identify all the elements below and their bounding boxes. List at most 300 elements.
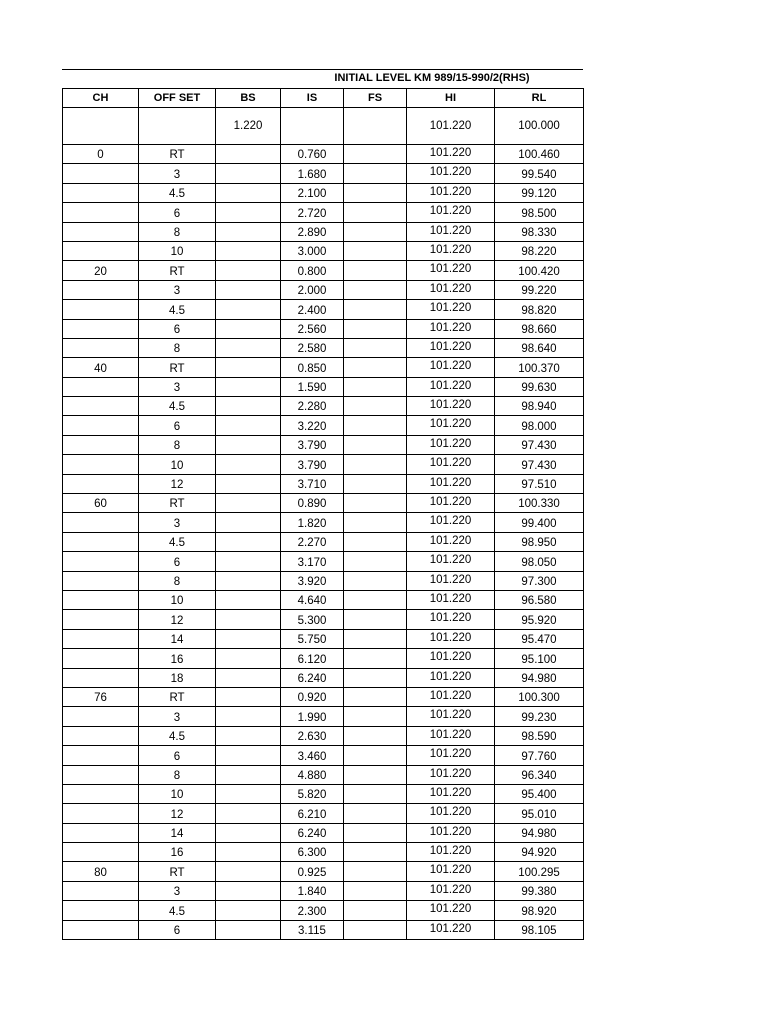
cell-rl: 95.920 — [495, 610, 584, 629]
cell-ch — [63, 338, 139, 357]
cell-offset: 16 — [139, 843, 216, 862]
cell-is: 3.460 — [281, 746, 344, 765]
cell-bs — [216, 455, 281, 474]
cell-is: 1.820 — [281, 513, 344, 532]
table-row — [63, 164, 584, 183]
table-row — [63, 920, 584, 939]
sheet-title: INITIAL LEVEL KM 989/15-990/2(RHS) — [334, 72, 530, 84]
cell-rl: 98.105 — [495, 920, 584, 939]
cell-ch — [63, 746, 139, 765]
cell-rl: 100.330 — [495, 494, 584, 513]
cell-fs — [344, 571, 407, 590]
cell-offset: 3 — [139, 707, 216, 726]
cell-ch — [63, 707, 139, 726]
cell-rl: 98.940 — [495, 397, 584, 416]
cell-ch — [63, 668, 139, 687]
cell-ch — [63, 513, 139, 532]
cell-fs — [344, 494, 407, 513]
cell-is: 2.100 — [281, 183, 344, 202]
header-hi: HI — [407, 89, 495, 108]
cell-offset: 3 — [139, 280, 216, 299]
cell-fs — [344, 881, 407, 900]
cell-fs — [344, 629, 407, 648]
cell-fs — [344, 183, 407, 202]
cell-fs — [344, 610, 407, 629]
cell-bs — [216, 746, 281, 765]
header-ch: CH — [63, 89, 139, 108]
cell-rl: 100.000 — [495, 108, 584, 145]
cell-hi: 101.220 — [407, 649, 495, 668]
cell-ch — [63, 532, 139, 551]
cell-fs — [344, 474, 407, 493]
cell-bs — [216, 843, 281, 862]
cell-hi: 101.220 — [407, 203, 495, 222]
cell-hi: 101.220 — [407, 494, 495, 513]
cell-bs — [216, 474, 281, 493]
cell-hi: 101.220 — [407, 280, 495, 299]
cell-rl: 98.660 — [495, 319, 584, 338]
cell-rl: 98.050 — [495, 552, 584, 571]
cell-offset: 6 — [139, 319, 216, 338]
cell-is: 2.000 — [281, 280, 344, 299]
cell-offset: 4.5 — [139, 901, 216, 920]
cell-hi: 101.220 — [407, 261, 495, 280]
cell-fs — [344, 784, 407, 803]
table-row — [63, 241, 584, 260]
cell-fs — [344, 145, 407, 164]
cell-ch — [63, 397, 139, 416]
cell-fs — [344, 455, 407, 474]
cell-bs — [216, 494, 281, 513]
cell-rl: 100.300 — [495, 687, 584, 706]
cell-bs — [216, 707, 281, 726]
cell-bs — [216, 668, 281, 687]
cell-is: 3.220 — [281, 416, 344, 435]
cell-is: 1.590 — [281, 377, 344, 396]
cell-hi: 101.220 — [407, 222, 495, 241]
cell-offset: 4.5 — [139, 397, 216, 416]
header-row — [63, 89, 584, 108]
cell-bs — [216, 862, 281, 881]
cell-ch — [63, 571, 139, 590]
cell-rl: 97.300 — [495, 571, 584, 590]
cell-offset: 8 — [139, 222, 216, 241]
cell-bs — [216, 261, 281, 280]
cell-fs — [344, 416, 407, 435]
cell-is: 4.640 — [281, 590, 344, 609]
cell-offset: RT — [139, 687, 216, 706]
cell-bs — [216, 222, 281, 241]
cell-bs — [216, 319, 281, 338]
cell-offset: 4.5 — [139, 300, 216, 319]
cell-fs — [344, 241, 407, 260]
cell-offset: 4.5 — [139, 726, 216, 745]
cell-ch — [63, 416, 139, 435]
cell-is: 6.210 — [281, 804, 344, 823]
cell-hi: 101.220 — [407, 552, 495, 571]
cell-hi: 101.220 — [407, 338, 495, 357]
cell-fs — [344, 222, 407, 241]
cell-bs — [216, 804, 281, 823]
cell-is: 0.925 — [281, 862, 344, 881]
cell-bs — [216, 765, 281, 784]
cell-fs — [344, 649, 407, 668]
cell-rl: 95.470 — [495, 629, 584, 648]
cell-ch — [63, 881, 139, 900]
cell-offset: RT — [139, 494, 216, 513]
table-row — [63, 300, 584, 319]
cell-rl: 96.580 — [495, 590, 584, 609]
table-row — [63, 707, 584, 726]
table-row — [63, 610, 584, 629]
cell-bs — [216, 300, 281, 319]
cell-fs — [344, 435, 407, 454]
cell-bs — [216, 183, 281, 202]
cell-bs — [216, 435, 281, 454]
cell-rl: 95.010 — [495, 804, 584, 823]
cell-offset: RT — [139, 145, 216, 164]
cell-rl: 94.920 — [495, 843, 584, 862]
cell-ch — [63, 108, 139, 145]
cell-offset: 10 — [139, 590, 216, 609]
cell-hi: 101.220 — [407, 901, 495, 920]
cell-rl: 100.460 — [495, 145, 584, 164]
cell-fs — [344, 261, 407, 280]
cell-hi: 101.220 — [407, 823, 495, 842]
table-row — [63, 358, 584, 377]
cell-ch — [63, 164, 139, 183]
cell-fs — [344, 397, 407, 416]
cell-bs — [216, 280, 281, 299]
cell-ch — [63, 435, 139, 454]
cell-rl: 98.590 — [495, 726, 584, 745]
cell-is: 3.920 — [281, 571, 344, 590]
table-row — [63, 494, 584, 513]
cell-fs — [344, 108, 407, 145]
cell-fs — [344, 164, 407, 183]
cell-is: 6.240 — [281, 823, 344, 842]
cell-rl: 99.380 — [495, 881, 584, 900]
cell-ch — [63, 649, 139, 668]
cell-rl: 98.000 — [495, 416, 584, 435]
cell-rl: 97.760 — [495, 746, 584, 765]
cell-bs: 1.220 — [216, 108, 281, 145]
cell-offset: 12 — [139, 804, 216, 823]
table-row — [63, 397, 584, 416]
cell-hi: 101.220 — [407, 687, 495, 706]
cell-fs — [344, 590, 407, 609]
cell-hi: 101.220 — [407, 707, 495, 726]
cell-hi: 101.220 — [407, 765, 495, 784]
cell-rl: 96.340 — [495, 765, 584, 784]
cell-bs — [216, 920, 281, 939]
cell-is — [281, 108, 344, 145]
cell-fs — [344, 804, 407, 823]
level-table — [62, 88, 584, 940]
table-row — [63, 416, 584, 435]
cell-offset: 8 — [139, 765, 216, 784]
cell-fs — [344, 823, 407, 842]
cell-rl: 99.630 — [495, 377, 584, 396]
cell-hi: 101.220 — [407, 843, 495, 862]
header-rl: RL — [495, 89, 584, 108]
cell-ch — [63, 901, 139, 920]
cell-offset: 8 — [139, 435, 216, 454]
cell-bs — [216, 881, 281, 900]
cell-bs — [216, 377, 281, 396]
cell-is: 6.120 — [281, 649, 344, 668]
cell-offset: 3 — [139, 377, 216, 396]
table-row — [63, 765, 584, 784]
cell-offset: 4.5 — [139, 532, 216, 551]
cell-is: 3.710 — [281, 474, 344, 493]
cell-rl: 99.220 — [495, 280, 584, 299]
cell-is: 2.560 — [281, 319, 344, 338]
cell-is: 3.790 — [281, 455, 344, 474]
cell-is: 1.990 — [281, 707, 344, 726]
cell-bs — [216, 358, 281, 377]
cell-bs — [216, 610, 281, 629]
cell-ch — [63, 300, 139, 319]
cell-ch: 60 — [63, 494, 139, 513]
cell-hi: 101.220 — [407, 571, 495, 590]
cell-rl: 97.430 — [495, 435, 584, 454]
cell-ch — [63, 183, 139, 202]
cell-offset: 6 — [139, 552, 216, 571]
cell-hi: 101.220 — [407, 164, 495, 183]
cell-hi: 101.220 — [407, 145, 495, 164]
table-row — [63, 183, 584, 202]
cell-offset: 10 — [139, 241, 216, 260]
cell-hi: 101.220 — [407, 513, 495, 532]
cell-bs — [216, 823, 281, 842]
cell-fs — [344, 532, 407, 551]
table-row — [63, 823, 584, 842]
table-row — [63, 552, 584, 571]
cell-is: 4.880 — [281, 765, 344, 784]
cell-ch — [63, 804, 139, 823]
cell-fs — [344, 552, 407, 571]
cell-offset: RT — [139, 358, 216, 377]
cell-offset: 6 — [139, 203, 216, 222]
cell-offset: RT — [139, 862, 216, 881]
cell-bs — [216, 164, 281, 183]
header-fs: FS — [344, 89, 407, 108]
cell-fs — [344, 668, 407, 687]
cell-hi: 101.220 — [407, 920, 495, 939]
cell-rl: 99.120 — [495, 183, 584, 202]
cell-bs — [216, 552, 281, 571]
cell-is: 5.820 — [281, 784, 344, 803]
cell-is: 2.580 — [281, 338, 344, 357]
cell-is: 0.760 — [281, 145, 344, 164]
cell-hi: 101.220 — [407, 108, 495, 145]
cell-rl: 97.510 — [495, 474, 584, 493]
cell-ch — [63, 726, 139, 745]
cell-fs — [344, 746, 407, 765]
cell-rl: 95.400 — [495, 784, 584, 803]
cell-ch — [63, 610, 139, 629]
cell-ch — [63, 455, 139, 474]
cell-is: 2.630 — [281, 726, 344, 745]
cell-bs — [216, 203, 281, 222]
cell-fs — [344, 377, 407, 396]
cell-bs — [216, 629, 281, 648]
cell-is: 5.300 — [281, 610, 344, 629]
cell-ch — [63, 590, 139, 609]
cell-bs — [216, 687, 281, 706]
cell-ch: 0 — [63, 145, 139, 164]
table-row — [63, 687, 584, 706]
cell-bs — [216, 784, 281, 803]
cell-hi: 101.220 — [407, 183, 495, 202]
cell-offset: 12 — [139, 610, 216, 629]
cell-bs — [216, 901, 281, 920]
table-row — [63, 746, 584, 765]
cell-bs — [216, 649, 281, 668]
table-row — [63, 590, 584, 609]
cell-fs — [344, 203, 407, 222]
cell-rl: 98.220 — [495, 241, 584, 260]
cell-offset: 10 — [139, 784, 216, 803]
cell-rl: 94.980 — [495, 823, 584, 842]
cell-rl: 98.500 — [495, 203, 584, 222]
cell-offset: 14 — [139, 629, 216, 648]
table-row — [63, 629, 584, 648]
table-row — [63, 901, 584, 920]
cell-rl: 99.230 — [495, 707, 584, 726]
table-row — [63, 261, 584, 280]
cell-is: 2.270 — [281, 532, 344, 551]
cell-rl: 100.370 — [495, 358, 584, 377]
cell-ch — [63, 765, 139, 784]
cell-fs — [344, 862, 407, 881]
cell-hi: 101.220 — [407, 590, 495, 609]
cell-hi: 101.220 — [407, 377, 495, 396]
cell-is: 0.800 — [281, 261, 344, 280]
cell-is: 0.890 — [281, 494, 344, 513]
cell-rl: 97.430 — [495, 455, 584, 474]
cell-ch: 80 — [63, 862, 139, 881]
cell-offset: 3 — [139, 513, 216, 532]
cell-ch: 20 — [63, 261, 139, 280]
cell-rl: 98.820 — [495, 300, 584, 319]
cell-offset: 14 — [139, 823, 216, 842]
cell-ch — [63, 552, 139, 571]
cell-fs — [344, 707, 407, 726]
cell-fs — [344, 920, 407, 939]
cell-hi: 101.220 — [407, 668, 495, 687]
cell-ch — [63, 222, 139, 241]
cell-ch — [63, 377, 139, 396]
table-row — [63, 804, 584, 823]
cell-bs — [216, 532, 281, 551]
cell-hi: 101.220 — [407, 610, 495, 629]
cell-hi: 101.220 — [407, 435, 495, 454]
cell-is: 2.280 — [281, 397, 344, 416]
table-row — [63, 338, 584, 357]
cell-fs — [344, 726, 407, 745]
cell-is: 2.890 — [281, 222, 344, 241]
cell-rl: 100.420 — [495, 261, 584, 280]
cell-is: 1.840 — [281, 881, 344, 900]
cell-is: 2.720 — [281, 203, 344, 222]
cell-fs — [344, 843, 407, 862]
cell-offset: 3 — [139, 881, 216, 900]
table-row — [63, 843, 584, 862]
cell-rl: 98.330 — [495, 222, 584, 241]
cell-offset: 6 — [139, 416, 216, 435]
cell-offset: 18 — [139, 668, 216, 687]
table-row — [63, 435, 584, 454]
cell-fs — [344, 513, 407, 532]
cell-rl: 99.540 — [495, 164, 584, 183]
cell-offset: RT — [139, 261, 216, 280]
table-row — [63, 455, 584, 474]
cell-offset: 8 — [139, 571, 216, 590]
cell-fs — [344, 358, 407, 377]
cell-fs — [344, 687, 407, 706]
cell-hi: 101.220 — [407, 629, 495, 648]
cell-fs — [344, 338, 407, 357]
cell-ch — [63, 823, 139, 842]
cell-bs — [216, 145, 281, 164]
cell-rl: 95.100 — [495, 649, 584, 668]
cell-ch — [63, 629, 139, 648]
cell-offset: 8 — [139, 338, 216, 357]
cell-hi: 101.220 — [407, 300, 495, 319]
header-offset: OFF SET — [139, 89, 216, 108]
cell-ch — [63, 319, 139, 338]
cell-bs — [216, 726, 281, 745]
cell-fs — [344, 280, 407, 299]
cell-is: 3.000 — [281, 241, 344, 260]
cell-bs — [216, 590, 281, 609]
cell-is: 2.400 — [281, 300, 344, 319]
cell-is: 3.790 — [281, 435, 344, 454]
cell-hi: 101.220 — [407, 532, 495, 551]
cell-ch — [63, 203, 139, 222]
table-row — [63, 145, 584, 164]
cell-rl: 98.640 — [495, 338, 584, 357]
cell-hi: 101.220 — [407, 862, 495, 881]
cell-fs — [344, 319, 407, 338]
cell-hi: 101.220 — [407, 881, 495, 900]
cell-bs — [216, 416, 281, 435]
cell-hi: 101.220 — [407, 319, 495, 338]
cell-fs — [344, 300, 407, 319]
cell-hi: 101.220 — [407, 804, 495, 823]
cell-bs — [216, 397, 281, 416]
cell-offset: 6 — [139, 920, 216, 939]
cell-fs — [344, 901, 407, 920]
header-is: IS — [281, 89, 344, 108]
cell-ch — [63, 241, 139, 260]
cell-offset: 4.5 — [139, 183, 216, 202]
table-row — [63, 474, 584, 493]
table-row — [63, 881, 584, 900]
top-rule — [62, 69, 583, 70]
table-row — [63, 319, 584, 338]
cell-rl: 98.950 — [495, 532, 584, 551]
cell-bs — [216, 241, 281, 260]
table-row — [63, 377, 584, 396]
cell-is: 1.680 — [281, 164, 344, 183]
cell-ch — [63, 280, 139, 299]
cell-offset: 10 — [139, 455, 216, 474]
cell-hi: 101.220 — [407, 358, 495, 377]
cell-hi: 101.220 — [407, 397, 495, 416]
